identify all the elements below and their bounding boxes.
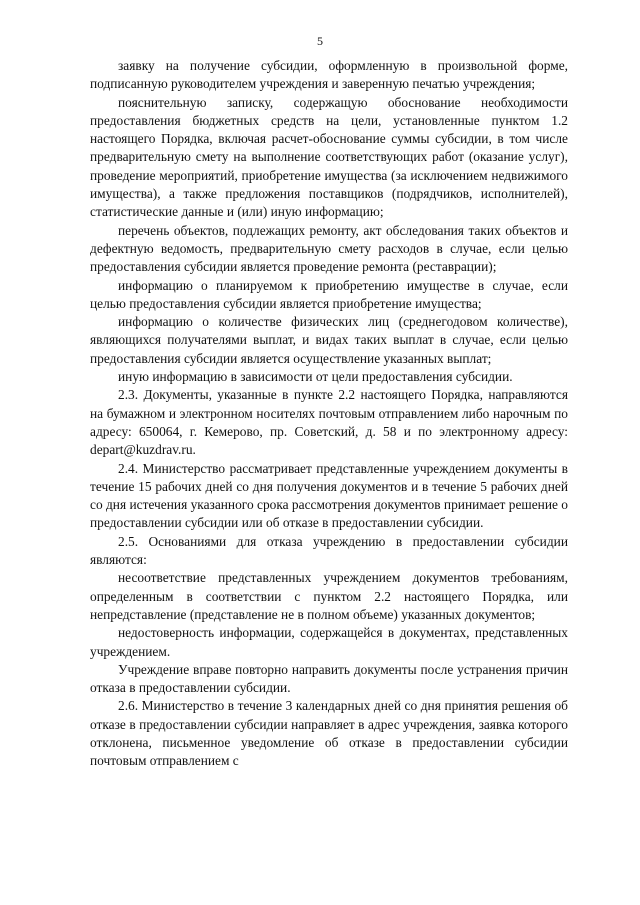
- paragraph: иную информацию в зависимости от цели предоставления субсидии.: [118, 369, 513, 385]
- paragraph: перечень объектов, подлежащих ремонту, акт обследования таких объектов и дефектную ведомость, предварительную смету расходов в случае, если целью предоставления субсидии является проведение ремонта (реставрации);: [90, 222, 568, 275]
- paragraph: пояснительную записку, содержащую обоснование необходимости предоставления бюджетных средств на цели, установленные пунктом 1.2 настоящего Порядка, включая расчет-обоснование суммы субсидии, в том числе предварительную смету на выполнение соответствующих работ (оказание услуг), проведение мероприятий, приобретение имущества (за исключением недвижимого имущества), а также предложения поставщиков (подрядчиков, исполнителей), статистические данные и (или) иную информацию;: [90, 94, 568, 220]
- paragraph: Учреждение вправе повторно направить документы после устранения причин отказа в предоставлении субсидии.: [90, 661, 568, 696]
- paragraph: 2.4. Министерство рассматривает представленные учреждением документы в течение 15 рабочих дней со дня получения документов и в течение 5 рабочих дней со дня истечения указанного срока рассмотрения документов принимает решение о предоставлении субсидии или об отказе в предоставлении субсидии.: [90, 460, 568, 531]
- paragraph: 2.5. Основаниями для отказа учреждению в предоставлении субсидии являются:: [90, 533, 568, 568]
- document-body: [90, 57, 568, 771]
- paragraph: заявку на получение субсидии, оформленную в произвольной форме, подписанную руководителем учреждения и заверенную печатью учреждения;: [90, 58, 568, 92]
- page-number: 5: [317, 34, 323, 48]
- paragraph: 2.6. Министерство в течение 3 календарных дней со дня принятия решения об отказе в предоставлении субсидии направляет в адрес учреждения, заявка которого отклонена, письменное уведомление об отказе в предоставлении субсидии почтовым отправлением с: [90, 698, 568, 769]
- paragraph: недостоверность информации, содержащейся в документах, представленных учреждением.: [90, 625, 568, 659]
- paragraph: информацию о планируемом к приобретению имуществе в случае, если целью предоставления субсидии является приобретение имущества;: [90, 277, 568, 311]
- paragraph: несоответствие представленных учреждением документов требованиям, определенным в соответствии с пунктом 2.2 настоящего Порядка, или непредставление (представление не в полном объеме) указанных документов;: [90, 570, 568, 622]
- paragraph: 2.3. Документы, указанные в пункте 2.2 настоящего Порядка, направляются на бумажном и электронном носителях почтовым отправлением либо нарочным по адресу: 650064, г. Кемерово, пр. Советский, д. 58 и по электронному адресу: depart@kuzdrav.ru.: [90, 387, 568, 458]
- paragraph: информацию о количестве физических лиц (среднегодовом количестве), являющихся получателями выплат, и видах таких выплат в случае, если целью предоставления субсидии является осуществление указанных выплат;: [90, 314, 568, 366]
